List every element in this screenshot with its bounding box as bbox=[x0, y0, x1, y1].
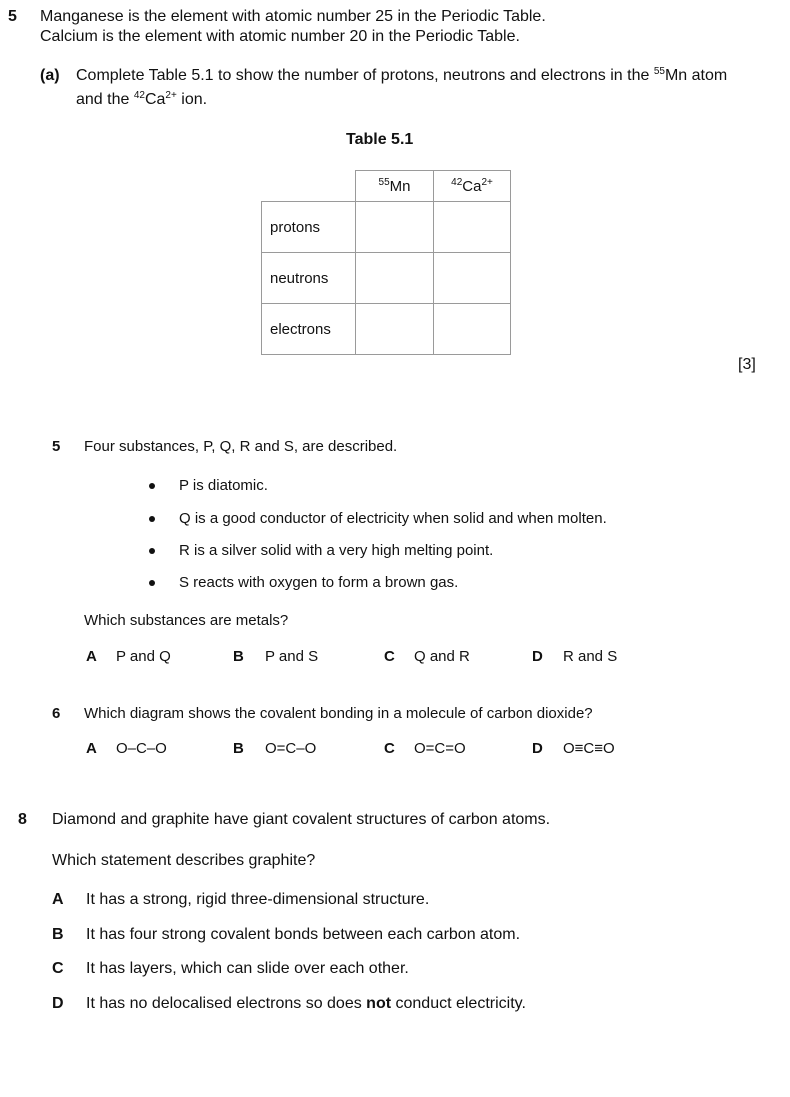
bullet-text: S reacts with oxygen to form a brown gas. bbox=[179, 574, 459, 591]
answer-cell[interactable] bbox=[434, 253, 511, 304]
question-stem-line: Calcium is the element with atomic number 20 in the Periodic Table. bbox=[40, 28, 520, 45]
mass-number: 55 bbox=[653, 66, 665, 77]
marks: [3] bbox=[738, 356, 756, 373]
answer-cell[interactable] bbox=[356, 253, 434, 304]
part-text: and the $^{42}Ca^{2+}$ ion. bbox=[76, 90, 208, 108]
bullet-text: R is a silver solid with a very high melting point. bbox=[179, 542, 494, 559]
emphasis: not bbox=[366, 995, 392, 1012]
bullet-text: Q is a good conductor of electricity when solid and when molten. bbox=[179, 510, 607, 527]
bullet-icon bbox=[149, 548, 155, 554]
answer-cell[interactable] bbox=[434, 202, 511, 253]
table-header-mn: $^{55}$Mn bbox=[356, 171, 434, 202]
question-prompt: Which statement describes graphite? bbox=[52, 852, 316, 869]
question-stem: Diamond and graphite have giant covalent structures of carbon atoms. bbox=[52, 811, 551, 828]
table-row-label: protons bbox=[262, 202, 356, 253]
table-row-label: electrons bbox=[262, 304, 356, 355]
ion-charge: 2+ bbox=[165, 90, 177, 101]
table-corner bbox=[262, 171, 356, 202]
part-label: (a) bbox=[40, 67, 60, 84]
bullet-icon bbox=[149, 516, 155, 522]
bullet-icon bbox=[149, 483, 155, 489]
table-row-label: neutrons bbox=[262, 253, 356, 304]
answer-cell[interactable] bbox=[356, 202, 434, 253]
question-number: 5 bbox=[8, 8, 17, 25]
question-number: 5 bbox=[52, 438, 61, 455]
table-header-ca: $^{42}Ca^{2+}$ bbox=[434, 171, 511, 202]
question-stem: Which diagram shows the covalent bonding in a molecule of carbon dioxide? bbox=[84, 705, 593, 722]
bullet-text: P is diatomic. bbox=[179, 477, 268, 494]
table-title: Table 5.1 bbox=[346, 131, 414, 148]
answer-cell[interactable] bbox=[356, 304, 434, 355]
answer-cell[interactable] bbox=[434, 304, 511, 355]
question-stem: Four substances, P, Q, R and S, are described. bbox=[84, 438, 398, 455]
part-text: Complete Table 5.1 to show the number of protons, neutrons and electrons in the $^{55}$Mn atom bbox=[76, 66, 728, 84]
question-prompt: Which substances are metals? bbox=[84, 612, 289, 629]
question-number: 8 bbox=[18, 811, 27, 828]
mass-number: 42 bbox=[133, 90, 145, 101]
table-5-1 bbox=[261, 170, 511, 355]
question-number: 6 bbox=[52, 705, 61, 722]
question-stem-line: Manganese is the element with atomic number 25 in the Periodic Table. bbox=[40, 8, 546, 25]
bullet-icon bbox=[149, 580, 155, 586]
